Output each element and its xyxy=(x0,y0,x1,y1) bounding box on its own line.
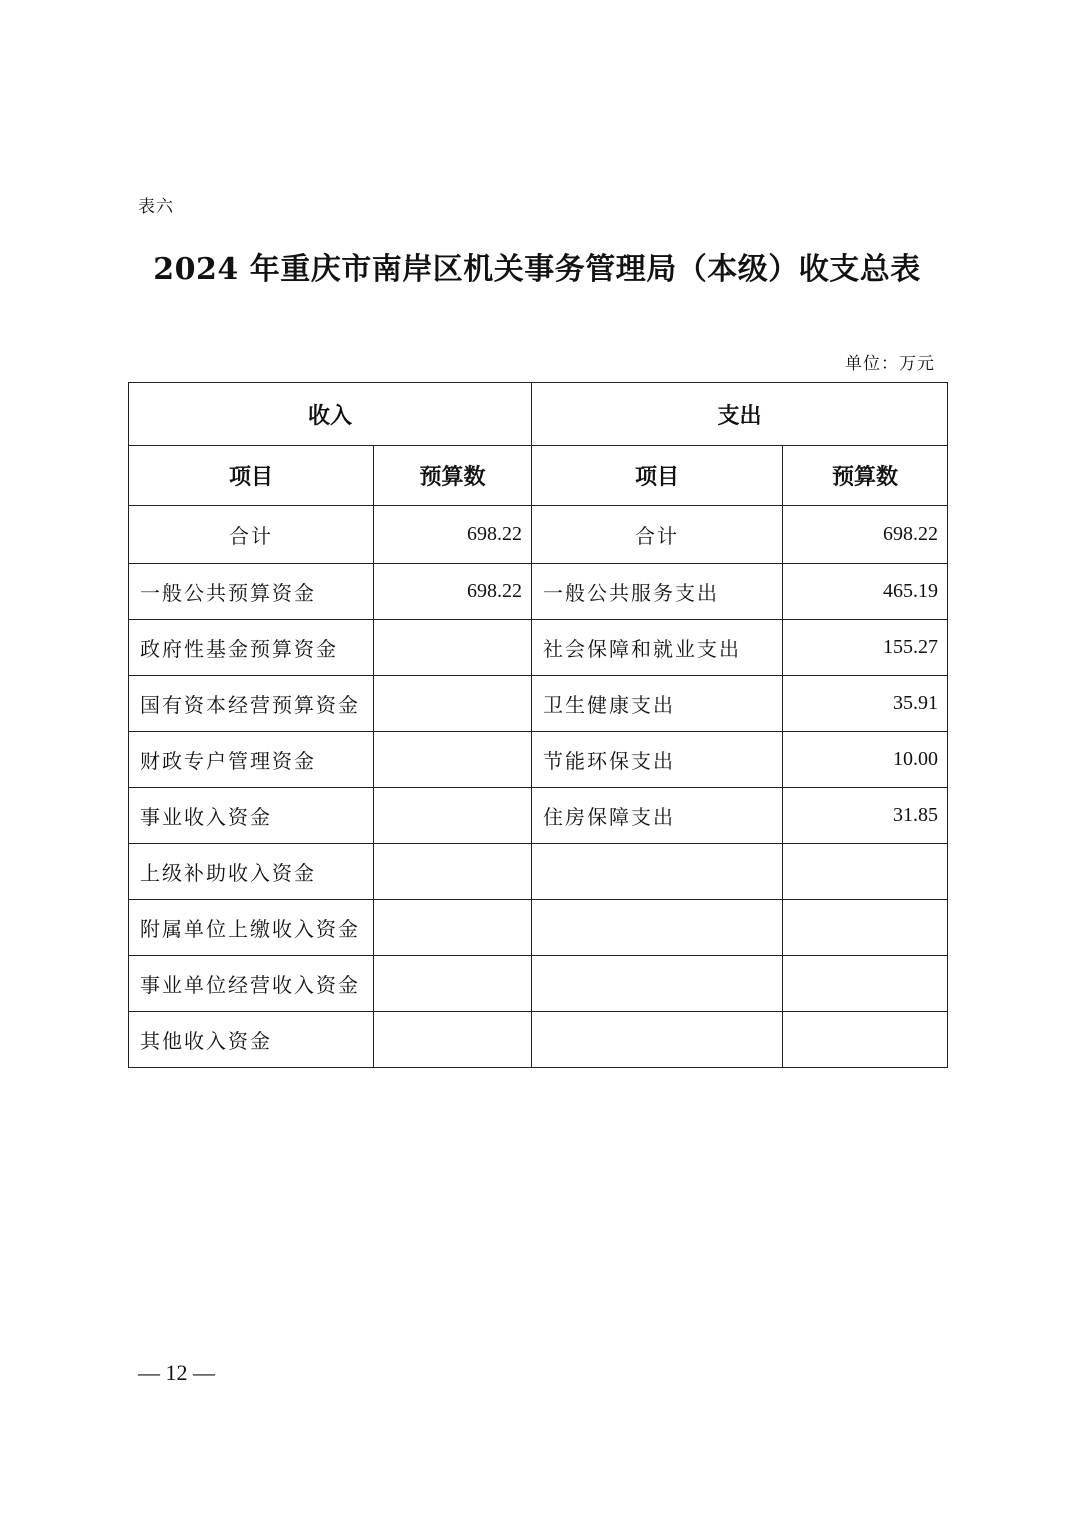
income-total-value: 698.22 xyxy=(374,506,532,564)
income-item: 上级补助收入资金 xyxy=(129,844,374,900)
income-item: 事业单位经营收入资金 xyxy=(129,956,374,1012)
page-number: — 12 — xyxy=(138,1360,215,1385)
expense-group-header: 支出 xyxy=(532,383,948,446)
expense-total-label: 合计 xyxy=(532,506,783,564)
table-row xyxy=(129,676,948,732)
table-row xyxy=(129,620,948,676)
income-amount-header: 预算数 xyxy=(374,446,532,506)
table-row xyxy=(129,956,948,1012)
income-value xyxy=(374,956,532,1012)
table-row xyxy=(129,900,948,956)
income-value: 698.22 xyxy=(374,564,532,620)
expense-amount-header: 预算数 xyxy=(783,446,948,506)
income-item-header: 项目 xyxy=(129,446,374,506)
expense-item xyxy=(532,900,783,956)
expense-item: 卫生健康支出 xyxy=(532,676,783,732)
table-row xyxy=(129,844,948,900)
income-total-label: 合计 xyxy=(129,506,374,564)
expense-item-header: 项目 xyxy=(532,446,783,506)
expense-value xyxy=(783,1012,948,1068)
expense-value xyxy=(783,956,948,1012)
income-item: 财政专户管理资金 xyxy=(129,732,374,788)
total-row xyxy=(129,506,948,564)
budget-summary-table xyxy=(128,382,948,1068)
income-group-header: 收入 xyxy=(129,383,532,446)
income-item: 附属单位上缴收入资金 xyxy=(129,900,374,956)
expense-value: 35.91 xyxy=(783,676,948,732)
income-value xyxy=(374,732,532,788)
income-value xyxy=(374,788,532,844)
income-value xyxy=(374,620,532,676)
income-item: 事业收入资金 xyxy=(129,788,374,844)
expense-value xyxy=(783,844,948,900)
expense-value: 155.27 xyxy=(783,620,948,676)
group-header-row xyxy=(129,383,948,446)
income-item: 国有资本经营预算资金 xyxy=(129,676,374,732)
expense-value: 465.19 xyxy=(783,564,948,620)
expense-item: 社会保障和就业支出 xyxy=(532,620,783,676)
income-value xyxy=(374,900,532,956)
table-row xyxy=(129,564,948,620)
unit-label: 单位：万元 xyxy=(845,354,935,374)
income-value xyxy=(374,676,532,732)
expense-total-value: 698.22 xyxy=(783,506,948,564)
income-item: 一般公共预算资金 xyxy=(129,564,374,620)
income-item: 政府性基金预算资金 xyxy=(129,620,374,676)
expense-item xyxy=(532,1012,783,1068)
expense-value xyxy=(783,900,948,956)
document-title: 2024 年重庆市南岸区机关事务管理局（本级）收支总表 xyxy=(153,252,921,287)
income-item: 其他收入资金 xyxy=(129,1012,374,1068)
expense-item: 节能环保支出 xyxy=(532,732,783,788)
column-header-row xyxy=(129,446,948,506)
table-label: 表六 xyxy=(138,197,174,217)
table-row xyxy=(129,1012,948,1068)
income-value xyxy=(374,844,532,900)
expense-item: 住房保障支出 xyxy=(532,788,783,844)
table-row xyxy=(129,788,948,844)
expense-item xyxy=(532,844,783,900)
income-value xyxy=(374,1012,532,1068)
expense-item: 一般公共服务支出 xyxy=(532,564,783,620)
expense-value: 10.00 xyxy=(783,732,948,788)
table-row xyxy=(129,732,948,788)
expense-item xyxy=(532,956,783,1012)
expense-value: 31.85 xyxy=(783,788,948,844)
